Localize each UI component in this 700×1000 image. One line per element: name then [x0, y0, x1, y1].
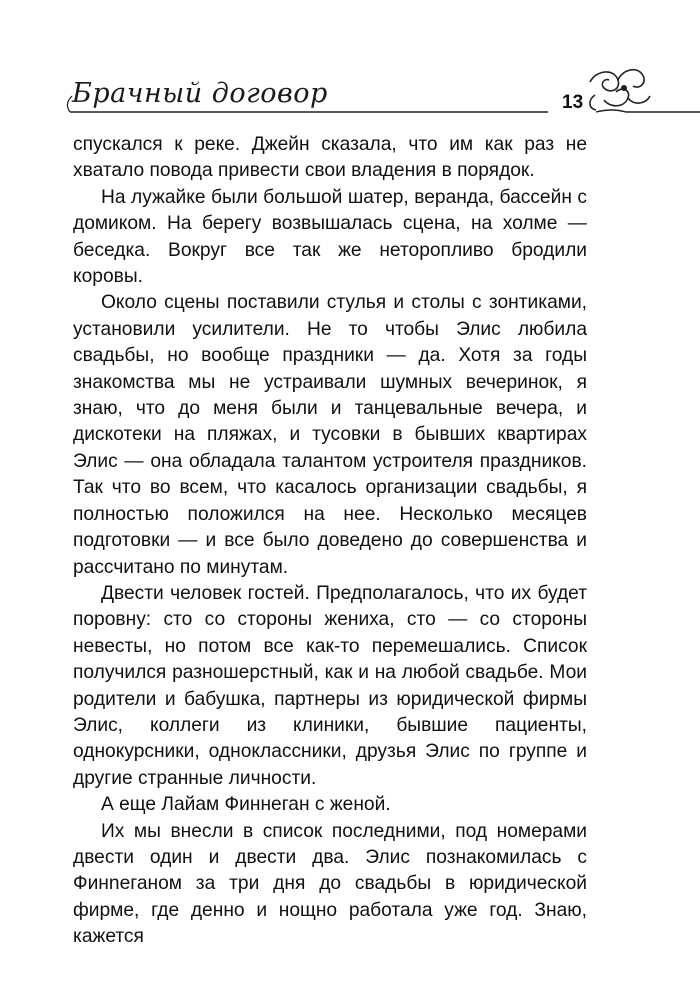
- flourish-icon: [590, 70, 650, 110]
- paragraph: Около сцены поставили стулья и столы с зонтиками, установили усилители. Не то чтобы Элис любила свадьбы, но вообще праздники — да. Хотя за годы знакомства мы не устраивали шумных вечеринок, я знаю, что до меня были и танцевальные вечера, и дискотеки на пляжах, и тусовки в бывших квартирах Элис — она обладала талантом устроителя праздников. Так что во всем, что касалось организации свадьбы, я полностью положился на нее. Несколько месяцев подготовки — и все было доведено до совершенства и рассчитано по минутам.: [73, 292, 587, 578]
- page-header: [0, 0, 700, 140]
- paragraph: А еще Лайам Финнеган с женой.: [101, 794, 391, 816]
- page-number: 13: [562, 92, 584, 113]
- page-body: [73, 132, 587, 951]
- paragraph: Их мы внесли в список последними, под номерами двести один и двести два. Элис познакомилась с Финneганом за три дня до свадьбы в юридической фирме, где денно и нощно работала уже год. Знаю, кажется: [73, 820, 587, 948]
- paragraph: На лужайке были большой шатер, веранда, бассейн с домиком. На берегу возвышалась сцена, на холме — беседка. Вокруг все так же неторопливо бродили коровы.: [73, 186, 587, 288]
- header-ornament: [0, 0, 700, 140]
- running-title: Брачный договор: [72, 78, 328, 109]
- paragraph: спускался к реке. Джейн сказала, что им как раз не хватало повода привести свои владения в порядок.: [73, 134, 587, 182]
- paragraph: Двести человек гостей. Предполагалось, что их будет поровну: сто со стороны жениха, сто — со стороны невесты, но потом все как-то перемешались. Список получился разношерстный, как и на любой свадьбе. Мои родители и бабушка, партнеры из юридической фирмы Элис, коллеги из клиники, бывшие пациенты, однокурсники, одноклассники, друзья Элис по группе и другие странные личности.: [73, 582, 587, 789]
